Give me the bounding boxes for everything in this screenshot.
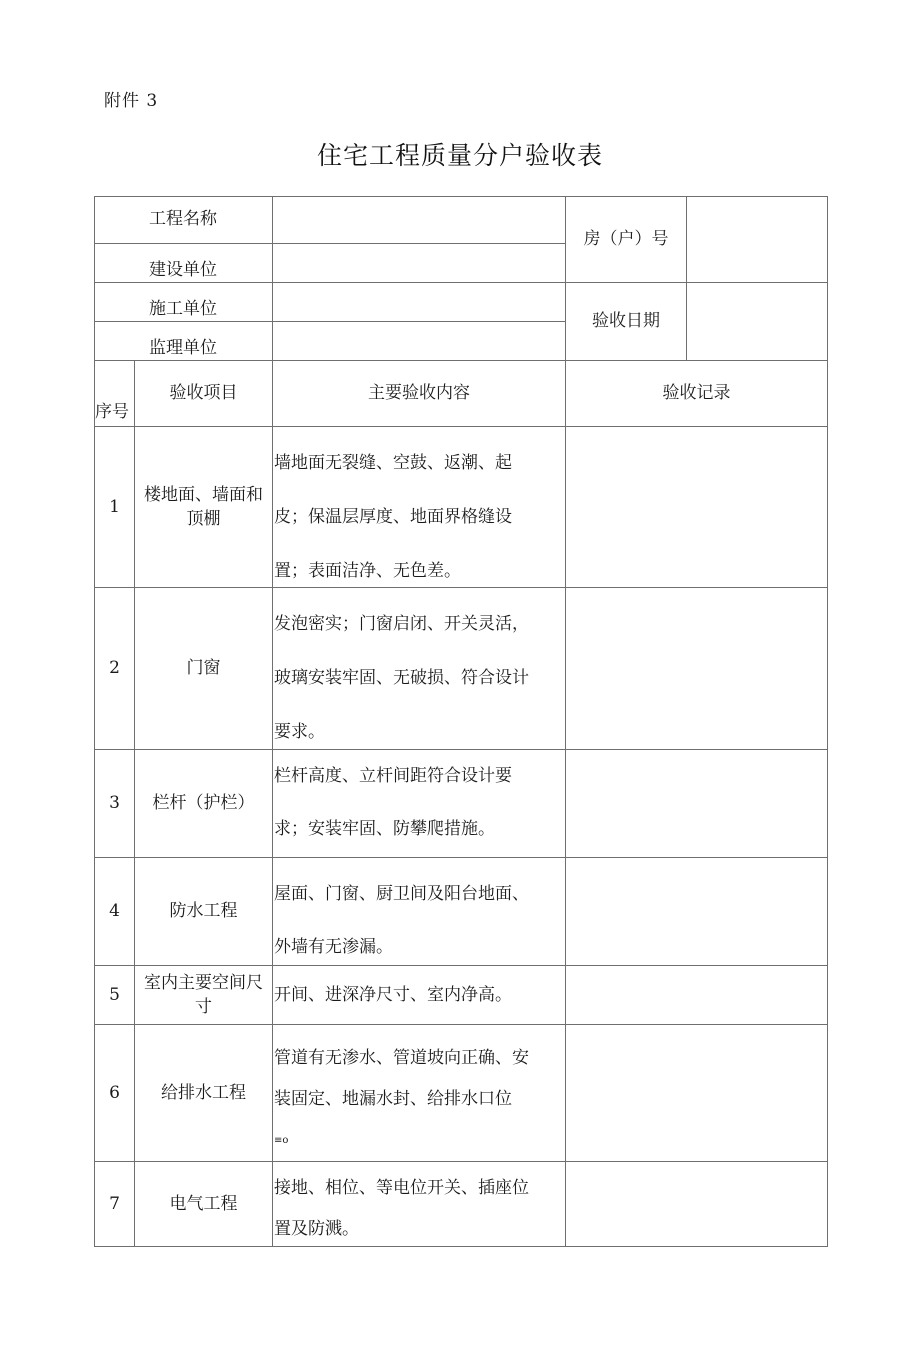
- row-content-line: 皮；保温层厚度、地面界格缝设: [274, 507, 512, 527]
- room-number-value[interactable]: [687, 197, 827, 282]
- row-item-line: 防水工程: [169, 901, 238, 922]
- row-item-line: 楼地面、墙面和: [144, 485, 263, 505]
- row-content: [273, 868, 565, 964]
- row-content-line: 置及防溅。: [274, 1219, 359, 1239]
- row-content: [273, 750, 565, 856]
- acceptance-form-table: [94, 196, 828, 1247]
- row-item-line: 给排水工程: [161, 1082, 246, 1103]
- acceptance-date-label: 验收日期: [592, 311, 660, 332]
- row-item: [135, 750, 272, 857]
- row-content: [273, 1038, 565, 1160]
- row-seq: 3: [109, 793, 120, 814]
- row-item: [135, 588, 272, 749]
- row-record[interactable]: [566, 966, 827, 1024]
- row-content: [273, 436, 565, 586]
- row-record[interactable]: [566, 1162, 827, 1246]
- row-content-line: 开间、进深净尺寸、室内净高。: [274, 985, 512, 1005]
- row-content-line: 管道有无渗水、管道坡向正确、安: [274, 1048, 529, 1068]
- row-content: [273, 597, 565, 747]
- row-content: [273, 1168, 565, 1246]
- builder-unit-value[interactable]: [273, 283, 565, 321]
- row-seq: 4: [109, 901, 120, 922]
- row-item: [135, 1162, 272, 1246]
- page-title: 住宅工程质量分户验收表: [316, 141, 603, 170]
- row-record[interactable]: [566, 858, 827, 965]
- column-header-record: 验收记录: [662, 383, 731, 404]
- attachment-label: 附件 3: [104, 91, 159, 111]
- table-border-right: [827, 196, 828, 1247]
- row-record[interactable]: [566, 750, 827, 857]
- row-content-line: 玻璃安装牢固、无破损、符合设计: [274, 668, 529, 688]
- row-content-line: 屋面、门窗、厨卫间及阳台地面、: [274, 884, 529, 904]
- row-item-line: 电气工程: [169, 1193, 238, 1214]
- supervision-unit-label: 监理单位: [149, 337, 217, 358]
- row-content-line: 外墙有无渗漏。: [274, 937, 393, 957]
- row-content-line: 求；安装牢固、防攀爬措施。: [274, 819, 495, 839]
- construction-unit-value[interactable]: [273, 244, 565, 282]
- row-item: [135, 966, 272, 1024]
- row-item: [135, 1025, 272, 1161]
- row-item: [135, 427, 272, 587]
- row-item-line: 寸: [195, 997, 212, 1017]
- row-seq: 6: [109, 1082, 120, 1103]
- row-seq: 1: [109, 496, 120, 517]
- row-content-line: 接地、相位、等电位开关、插座位: [274, 1178, 529, 1198]
- row-record[interactable]: [566, 1025, 827, 1161]
- row-seq: 5: [109, 984, 120, 1005]
- row-seq: 2: [109, 658, 120, 679]
- supervision-unit-value[interactable]: [273, 322, 565, 360]
- row-item-line: 栏杆（护栏）: [152, 793, 255, 814]
- row-content-line: ≡o: [274, 1135, 289, 1146]
- row-content-line: 要求。: [274, 722, 325, 742]
- column-header-seq: 序号: [95, 402, 129, 422]
- construction-unit-label: 建设单位: [149, 259, 217, 280]
- column-header-item: 验收项目: [169, 383, 238, 404]
- row-content-line: 栏杆高度、立杆间距符合设计要: [274, 766, 512, 786]
- row-content-line: 置；表面洁净、无色差。: [274, 561, 461, 581]
- row-seq: 7: [109, 1193, 120, 1214]
- builder-unit-label: 施工单位: [149, 298, 217, 319]
- row-content-line: 发泡密实；门窗启闭、开关灵活，: [274, 614, 529, 634]
- row-item-line: 门窗: [186, 658, 221, 679]
- row-record[interactable]: [566, 427, 827, 587]
- room-number-label: 房（户）号: [583, 228, 669, 249]
- project-name-value[interactable]: [273, 197, 565, 243]
- row-record[interactable]: [566, 588, 827, 749]
- column-header-content: 主要验收内容: [368, 383, 470, 404]
- row-content: [273, 966, 565, 1024]
- row-content-line: 墙地面无裂缝、空鼓、返潮、起: [274, 453, 512, 473]
- acceptance-date-value[interactable]: [687, 283, 827, 360]
- row-item-line: 顶棚: [186, 509, 221, 529]
- row-content-line: 装固定、地漏水封、给排水口位: [274, 1089, 512, 1109]
- row-item: [135, 858, 272, 965]
- row-item-line: 室内主要空间尺: [144, 973, 263, 993]
- project-name-label: 工程名称: [149, 209, 217, 230]
